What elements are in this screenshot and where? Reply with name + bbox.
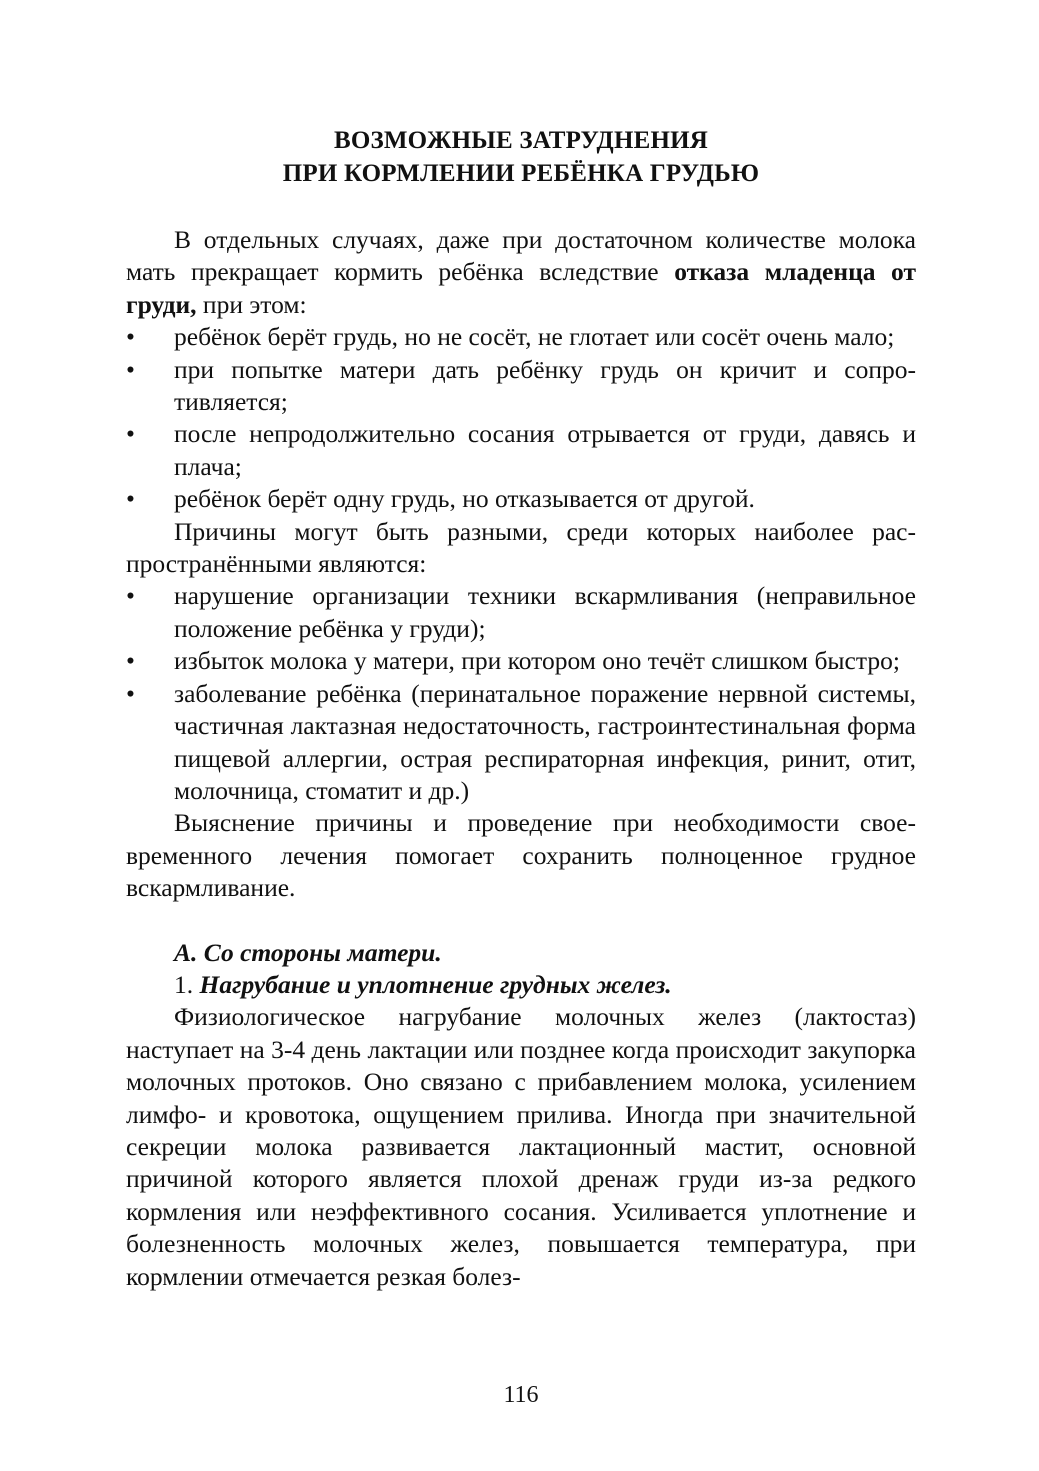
conclusion-paragraph: Выяснение причины и проведение при необходимости своевременного лечения помогает сохранить полноценное грудное вскармливание. bbox=[126, 808, 916, 903]
intro-paragraph bbox=[126, 224, 916, 321]
list-item-text: после непродолжительно сосания отрывается от груди, давясь и плача; bbox=[174, 419, 916, 481]
document-body bbox=[126, 224, 916, 1293]
title-line-2: ПРИ КОРМЛЕНИИ РЕБЁНКА ГРУДЬЮ bbox=[282, 160, 760, 187]
bullet-icon: • bbox=[126, 484, 135, 514]
section-a-item-heading bbox=[126, 969, 916, 1001]
intro-text-after: при этом: bbox=[196, 289, 307, 319]
list-item-text: избыток молока у матери, при котором оно течёт слишком быстро; bbox=[174, 646, 900, 676]
item-title: Нагрубание и уплотнение грудных желез. bbox=[199, 969, 672, 999]
section-a-heading: А. Со стороны матери. bbox=[174, 937, 442, 967]
list-item bbox=[126, 418, 916, 483]
section-spacer bbox=[126, 905, 916, 937]
section-a-paragraph: Физиологическое нагрубание молочных желез (лактостаз) наступает на 3-4 день лактации или позднее когда происходит закупорка молочных протоков. Оно связано с прибавлением молока, усилением лимфо- и кровотока, ощущением прилива. Иногда при значительной секреции молока развивается лактационный мастит, основной причиной которого является плохой дренаж груди из-за редкого кормления или неэффективного сосания. Усиливается уплотнение и болезненность молочных желез, повышается температура, при кормлении отмечается резкая болез- bbox=[126, 1002, 916, 1291]
bullet-icon: • bbox=[126, 581, 135, 611]
list-item bbox=[126, 678, 916, 808]
page-title bbox=[126, 124, 916, 190]
list-item-text: ребёнок берёт одну грудь, но отказывается от другой. bbox=[174, 484, 755, 514]
causes-intro-paragraph: Причины могут быть разными, среди которых наиболее распространёнными являются: bbox=[126, 516, 916, 579]
title-line-1: ВОЗМОЖНЫЕ ЗАТРУДНЕНИЯ bbox=[333, 127, 709, 154]
page-number: 116 bbox=[503, 1382, 539, 1408]
list-item bbox=[126, 321, 916, 353]
bullet-icon: • bbox=[126, 419, 135, 449]
bullet-icon: • bbox=[126, 646, 135, 676]
list-item-text: ребёнок берёт грудь, но не сосёт, не глотает или сосёт очень мало; bbox=[174, 322, 895, 352]
bullet-icon: • bbox=[126, 322, 135, 352]
intro-bold-term: отказа младенца от груди, bbox=[126, 257, 916, 319]
refusal-signs-list bbox=[126, 321, 916, 515]
bullet-icon: • bbox=[126, 678, 135, 708]
item-number: 1. bbox=[174, 969, 194, 999]
causes-list bbox=[126, 580, 916, 807]
list-item-text: нарушение организации техники вскармливания (неправильное положение ребёнка у груди); bbox=[174, 581, 916, 643]
list-item bbox=[126, 483, 916, 515]
bullet-icon: • bbox=[126, 354, 135, 384]
intro-text-before: В отдельных случаях, даже при достаточном количестве молока мать прекращает кормить ребёнка вследствие bbox=[126, 225, 916, 287]
list-item-text: заболевание ребёнка (перинатальное поражение нервной системы, частичная лактазная недостаточность, гастроинтестинальная форма пищевой аллергии, острая респираторная инфекция, ринит, отит, молочница, стоматит и др.) bbox=[174, 678, 916, 805]
list-item-text: при попытке матери дать ребёнку грудь он кричит и сопротивляется; bbox=[174, 354, 916, 417]
list-item bbox=[126, 645, 916, 677]
list-item bbox=[126, 354, 916, 419]
list-item bbox=[126, 580, 916, 645]
document-page bbox=[126, 0, 916, 1471]
